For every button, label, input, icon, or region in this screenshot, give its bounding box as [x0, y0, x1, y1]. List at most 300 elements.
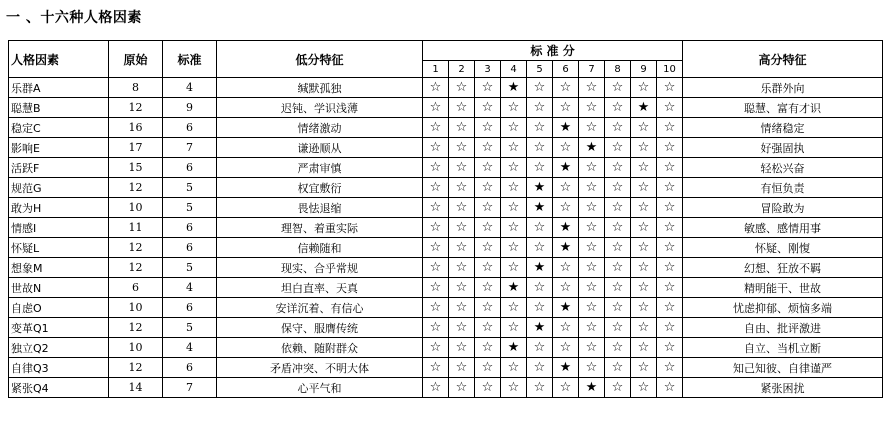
score-cell-5 [527, 78, 553, 98]
score-cell-9 [631, 278, 657, 298]
score-cell-2 [449, 338, 475, 358]
empty-star-icon: ☆ [611, 80, 624, 95]
standard-score: 4 [163, 338, 217, 358]
factor-name: 紧张Q4 [9, 378, 109, 398]
empty-star-icon: ☆ [637, 260, 650, 275]
empty-star-icon: ☆ [429, 340, 442, 355]
score-cell-2 [449, 98, 475, 118]
score-cell-6 [553, 318, 579, 338]
score-cell-2 [449, 238, 475, 258]
filled-star-icon: ★ [559, 220, 572, 235]
score-cell-9 [631, 338, 657, 358]
empty-star-icon: ☆ [481, 140, 494, 155]
score-cell-3 [475, 218, 501, 238]
empty-star-icon: ☆ [559, 380, 572, 395]
table-row [9, 298, 883, 318]
factor-name: 活跃F [9, 158, 109, 178]
empty-star-icon: ☆ [611, 340, 624, 355]
standard-score: 6 [163, 298, 217, 318]
empty-star-icon: ☆ [455, 120, 468, 135]
table-row [9, 338, 883, 358]
score-cell-10 [657, 138, 683, 158]
high-trait: 乐群外向 [683, 78, 883, 98]
score-cell-3 [475, 298, 501, 318]
score-cell-1 [423, 158, 449, 178]
filled-star-icon: ★ [559, 360, 572, 375]
empty-star-icon: ☆ [585, 340, 598, 355]
empty-star-icon: ☆ [663, 320, 676, 335]
empty-star-icon: ☆ [455, 160, 468, 175]
score-cell-7 [579, 158, 605, 178]
score-cell-2 [449, 318, 475, 338]
empty-star-icon: ☆ [533, 120, 546, 135]
score-cell-3 [475, 378, 501, 398]
empty-star-icon: ☆ [611, 120, 624, 135]
raw-score: 12 [109, 358, 163, 378]
standard-score: 7 [163, 138, 217, 158]
empty-star-icon: ☆ [533, 80, 546, 95]
empty-star-icon: ☆ [637, 360, 650, 375]
score-column-2: 2 [449, 61, 475, 78]
standard-score: 4 [163, 78, 217, 98]
score-cell-9 [631, 98, 657, 118]
empty-star-icon: ☆ [637, 340, 650, 355]
empty-star-icon: ☆ [611, 260, 624, 275]
score-cell-1 [423, 278, 449, 298]
low-trait: 安详沉着、有信心 [217, 298, 423, 318]
score-cell-7 [579, 278, 605, 298]
low-trait: 现实、合乎常规 [217, 258, 423, 278]
table-row [9, 238, 883, 258]
score-cell-3 [475, 178, 501, 198]
score-cell-2 [449, 218, 475, 238]
score-cell-2 [449, 298, 475, 318]
empty-star-icon: ☆ [507, 200, 520, 215]
empty-star-icon: ☆ [481, 100, 494, 115]
raw-score: 16 [109, 118, 163, 138]
score-cell-10 [657, 98, 683, 118]
factor-name: 影响E [9, 138, 109, 158]
empty-star-icon: ☆ [481, 80, 494, 95]
empty-star-icon: ☆ [507, 160, 520, 175]
table-row [9, 358, 883, 378]
score-cell-10 [657, 378, 683, 398]
score-cell-2 [449, 158, 475, 178]
score-cell-8 [605, 238, 631, 258]
empty-star-icon: ☆ [663, 300, 676, 315]
score-cell-8 [605, 358, 631, 378]
high-trait: 好强固执 [683, 138, 883, 158]
standard-score: 6 [163, 118, 217, 138]
score-cell-6 [553, 118, 579, 138]
score-cell-7 [579, 118, 605, 138]
score-column-9: 9 [631, 61, 657, 78]
low-trait: 权宜敷衍 [217, 178, 423, 198]
empty-star-icon: ☆ [663, 380, 676, 395]
score-cell-5 [527, 338, 553, 358]
factor-name: 乐群A [9, 78, 109, 98]
empty-star-icon: ☆ [585, 300, 598, 315]
empty-star-icon: ☆ [663, 100, 676, 115]
score-column-10: 10 [657, 61, 683, 78]
factor-name: 想象M [9, 258, 109, 278]
score-cell-7 [579, 238, 605, 258]
score-cell-9 [631, 158, 657, 178]
score-cell-8 [605, 278, 631, 298]
filled-star-icon: ★ [559, 160, 572, 175]
standard-header: 标准 [163, 41, 217, 78]
high-trait: 幻想、狂放不羁 [683, 258, 883, 278]
empty-star-icon: ☆ [663, 240, 676, 255]
empty-star-icon: ☆ [533, 300, 546, 315]
score-cell-1 [423, 218, 449, 238]
empty-star-icon: ☆ [455, 260, 468, 275]
score-cell-5 [527, 158, 553, 178]
filled-star-icon: ★ [533, 260, 546, 275]
empty-star-icon: ☆ [611, 100, 624, 115]
empty-star-icon: ☆ [429, 80, 442, 95]
score-cell-6 [553, 358, 579, 378]
factor-header: 人格因素 [9, 41, 109, 78]
empty-star-icon: ☆ [585, 320, 598, 335]
table-row [9, 318, 883, 338]
score-cell-10 [657, 338, 683, 358]
low-trait: 矛盾冲突、不明大体 [217, 358, 423, 378]
empty-star-icon: ☆ [507, 100, 520, 115]
empty-star-icon: ☆ [533, 100, 546, 115]
score-cell-3 [475, 158, 501, 178]
score-cell-1 [423, 138, 449, 158]
factor-name: 自虑O [9, 298, 109, 318]
empty-star-icon: ☆ [533, 240, 546, 255]
high-trait: 轻松兴奋 [683, 158, 883, 178]
score-cell-6 [553, 218, 579, 238]
score-cell-10 [657, 318, 683, 338]
empty-star-icon: ☆ [455, 80, 468, 95]
score-cell-9 [631, 378, 657, 398]
score-cell-3 [475, 258, 501, 278]
empty-star-icon: ☆ [507, 380, 520, 395]
standard-score: 7 [163, 378, 217, 398]
empty-star-icon: ☆ [663, 360, 676, 375]
high-trait: 自立、当机立断 [683, 338, 883, 358]
empty-star-icon: ☆ [481, 340, 494, 355]
score-column-7: 7 [579, 61, 605, 78]
score-cell-2 [449, 118, 475, 138]
score-cell-8 [605, 198, 631, 218]
score-cell-4 [501, 178, 527, 198]
low-trait-header: 低分特征 [217, 41, 423, 78]
score-cell-9 [631, 198, 657, 218]
empty-star-icon: ☆ [429, 100, 442, 115]
score-cell-1 [423, 198, 449, 218]
empty-star-icon: ☆ [637, 200, 650, 215]
score-cell-4 [501, 158, 527, 178]
low-trait: 谦逊顺从 [217, 138, 423, 158]
score-cell-3 [475, 338, 501, 358]
score-cell-5 [527, 98, 553, 118]
empty-star-icon: ☆ [481, 280, 494, 295]
empty-star-icon: ☆ [507, 320, 520, 335]
score-cell-10 [657, 118, 683, 138]
empty-star-icon: ☆ [585, 80, 598, 95]
score-cell-1 [423, 238, 449, 258]
high-trait: 情绪稳定 [683, 118, 883, 138]
empty-star-icon: ☆ [481, 320, 494, 335]
score-cell-7 [579, 98, 605, 118]
table-row [9, 138, 883, 158]
score-cell-3 [475, 78, 501, 98]
factor-name: 聪慧B [9, 98, 109, 118]
empty-star-icon: ☆ [481, 120, 494, 135]
score-cell-8 [605, 138, 631, 158]
score-cell-1 [423, 178, 449, 198]
empty-star-icon: ☆ [611, 160, 624, 175]
score-column-4: 4 [501, 61, 527, 78]
score-cell-3 [475, 138, 501, 158]
standard-score: 6 [163, 218, 217, 238]
score-cell-5 [527, 118, 553, 138]
empty-star-icon: ☆ [481, 240, 494, 255]
filled-star-icon: ★ [559, 240, 572, 255]
empty-star-icon: ☆ [585, 360, 598, 375]
empty-star-icon: ☆ [637, 220, 650, 235]
score-cell-6 [553, 258, 579, 278]
table-row [9, 78, 883, 98]
score-cell-2 [449, 198, 475, 218]
empty-star-icon: ☆ [507, 240, 520, 255]
empty-star-icon: ☆ [663, 340, 676, 355]
empty-star-icon: ☆ [481, 380, 494, 395]
empty-star-icon: ☆ [455, 340, 468, 355]
filled-star-icon: ★ [507, 280, 520, 295]
score-cell-7 [579, 218, 605, 238]
score-column-5: 5 [527, 61, 553, 78]
empty-star-icon: ☆ [507, 120, 520, 135]
score-cell-5 [527, 218, 553, 238]
empty-star-icon: ☆ [533, 380, 546, 395]
table-row [9, 158, 883, 178]
score-cell-5 [527, 358, 553, 378]
score-cell-8 [605, 298, 631, 318]
score-cell-4 [501, 238, 527, 258]
score-cell-1 [423, 298, 449, 318]
standard-score: 5 [163, 318, 217, 338]
score-cell-8 [605, 378, 631, 398]
table-row [9, 218, 883, 238]
score-cell-9 [631, 358, 657, 378]
raw-score: 12 [109, 98, 163, 118]
score-cell-8 [605, 258, 631, 278]
score-cell-1 [423, 318, 449, 338]
score-cell-9 [631, 258, 657, 278]
score-cell-3 [475, 98, 501, 118]
score-cell-8 [605, 118, 631, 138]
filled-star-icon: ★ [559, 120, 572, 135]
filled-star-icon: ★ [585, 380, 598, 395]
section-heading: 一 、十六种人格因素 [6, 10, 142, 26]
standard-score: 6 [163, 238, 217, 258]
raw-score: 15 [109, 158, 163, 178]
raw-score: 6 [109, 278, 163, 298]
empty-star-icon: ☆ [481, 160, 494, 175]
empty-star-icon: ☆ [429, 160, 442, 175]
high-trait: 知己知彼、自律谨严 [683, 358, 883, 378]
filled-star-icon: ★ [559, 300, 572, 315]
score-cell-2 [449, 278, 475, 298]
score-cell-1 [423, 378, 449, 398]
raw-header: 原始 [109, 41, 163, 78]
empty-star-icon: ☆ [455, 200, 468, 215]
score-cell-2 [449, 178, 475, 198]
empty-star-icon: ☆ [429, 280, 442, 295]
score-cell-3 [475, 318, 501, 338]
raw-score: 17 [109, 138, 163, 158]
raw-score: 14 [109, 378, 163, 398]
low-trait: 坦白直率、天真 [217, 278, 423, 298]
factor-name: 变革Q1 [9, 318, 109, 338]
empty-star-icon: ☆ [533, 280, 546, 295]
empty-star-icon: ☆ [637, 380, 650, 395]
empty-star-icon: ☆ [611, 240, 624, 255]
score-cell-4 [501, 358, 527, 378]
score-column-8: 8 [605, 61, 631, 78]
standard-score: 9 [163, 98, 217, 118]
score-cell-5 [527, 178, 553, 198]
low-trait: 迟钝、学识浅薄 [217, 98, 423, 118]
empty-star-icon: ☆ [611, 380, 624, 395]
empty-star-icon: ☆ [637, 80, 650, 95]
empty-star-icon: ☆ [455, 100, 468, 115]
score-column-3: 3 [475, 61, 501, 78]
score-column-1: 1 [423, 61, 449, 78]
empty-star-icon: ☆ [533, 160, 546, 175]
score-cell-5 [527, 238, 553, 258]
table-row [9, 278, 883, 298]
raw-score: 10 [109, 338, 163, 358]
standard-score: 6 [163, 158, 217, 178]
empty-star-icon: ☆ [429, 220, 442, 235]
score-cell-10 [657, 258, 683, 278]
score-cell-7 [579, 298, 605, 318]
score-cell-8 [605, 78, 631, 98]
empty-star-icon: ☆ [507, 140, 520, 155]
empty-star-icon: ☆ [429, 120, 442, 135]
low-trait: 情绪激动 [217, 118, 423, 138]
empty-star-icon: ☆ [533, 360, 546, 375]
filled-star-icon: ★ [533, 180, 546, 195]
empty-star-icon: ☆ [663, 80, 676, 95]
empty-star-icon: ☆ [637, 140, 650, 155]
empty-star-icon: ☆ [507, 300, 520, 315]
low-trait: 信赖随和 [217, 238, 423, 258]
score-cell-2 [449, 258, 475, 278]
score-cell-8 [605, 218, 631, 238]
score-cell-1 [423, 258, 449, 278]
low-trait: 理智、着重实际 [217, 218, 423, 238]
empty-star-icon: ☆ [559, 260, 572, 275]
score-cell-5 [527, 198, 553, 218]
score-cell-9 [631, 318, 657, 338]
empty-star-icon: ☆ [429, 300, 442, 315]
high-trait: 冒险敢为 [683, 198, 883, 218]
high-trait: 聪慧、富有才识 [683, 98, 883, 118]
score-cell-4 [501, 78, 527, 98]
score-cell-7 [579, 338, 605, 358]
score-cell-6 [553, 238, 579, 258]
standard-score: 5 [163, 198, 217, 218]
empty-star-icon: ☆ [559, 80, 572, 95]
score-cell-9 [631, 298, 657, 318]
score-cell-3 [475, 238, 501, 258]
score-cell-3 [475, 118, 501, 138]
score-cell-6 [553, 138, 579, 158]
empty-star-icon: ☆ [455, 220, 468, 235]
score-cell-3 [475, 358, 501, 378]
empty-star-icon: ☆ [663, 180, 676, 195]
empty-star-icon: ☆ [429, 180, 442, 195]
low-trait: 畏怯退缩 [217, 198, 423, 218]
score-cell-5 [527, 378, 553, 398]
raw-score: 8 [109, 78, 163, 98]
score-cell-1 [423, 118, 449, 138]
factor-name: 自律Q3 [9, 358, 109, 378]
empty-star-icon: ☆ [429, 380, 442, 395]
empty-star-icon: ☆ [533, 140, 546, 155]
score-cell-1 [423, 78, 449, 98]
empty-star-icon: ☆ [507, 260, 520, 275]
score-cell-9 [631, 218, 657, 238]
empty-star-icon: ☆ [585, 180, 598, 195]
score-cell-8 [605, 338, 631, 358]
empty-star-icon: ☆ [637, 300, 650, 315]
empty-star-icon: ☆ [585, 100, 598, 115]
standard-score: 5 [163, 178, 217, 198]
empty-star-icon: ☆ [663, 220, 676, 235]
factor-name: 稳定C [9, 118, 109, 138]
empty-star-icon: ☆ [455, 180, 468, 195]
high-trait: 精明能干、世故 [683, 278, 883, 298]
filled-star-icon: ★ [507, 340, 520, 355]
score-cell-7 [579, 258, 605, 278]
empty-star-icon: ☆ [585, 280, 598, 295]
empty-star-icon: ☆ [481, 180, 494, 195]
score-cell-5 [527, 318, 553, 338]
score-cell-1 [423, 358, 449, 378]
empty-star-icon: ☆ [429, 140, 442, 155]
score-cell-3 [475, 278, 501, 298]
empty-star-icon: ☆ [611, 360, 624, 375]
score-cell-4 [501, 338, 527, 358]
filled-star-icon: ★ [585, 140, 598, 155]
low-trait: 依赖、随附群众 [217, 338, 423, 358]
score-cell-4 [501, 118, 527, 138]
score-cell-1 [423, 338, 449, 358]
empty-star-icon: ☆ [481, 220, 494, 235]
empty-star-icon: ☆ [559, 140, 572, 155]
raw-score: 12 [109, 238, 163, 258]
score-group-header: 标 准 分 [423, 41, 683, 61]
score-cell-5 [527, 258, 553, 278]
score-cell-6 [553, 178, 579, 198]
empty-star-icon: ☆ [455, 300, 468, 315]
factor-name: 敢为H [9, 198, 109, 218]
low-trait: 严肃审慎 [217, 158, 423, 178]
empty-star-icon: ☆ [637, 120, 650, 135]
score-cell-1 [423, 98, 449, 118]
score-cell-4 [501, 318, 527, 338]
factor-name: 独立Q2 [9, 338, 109, 358]
